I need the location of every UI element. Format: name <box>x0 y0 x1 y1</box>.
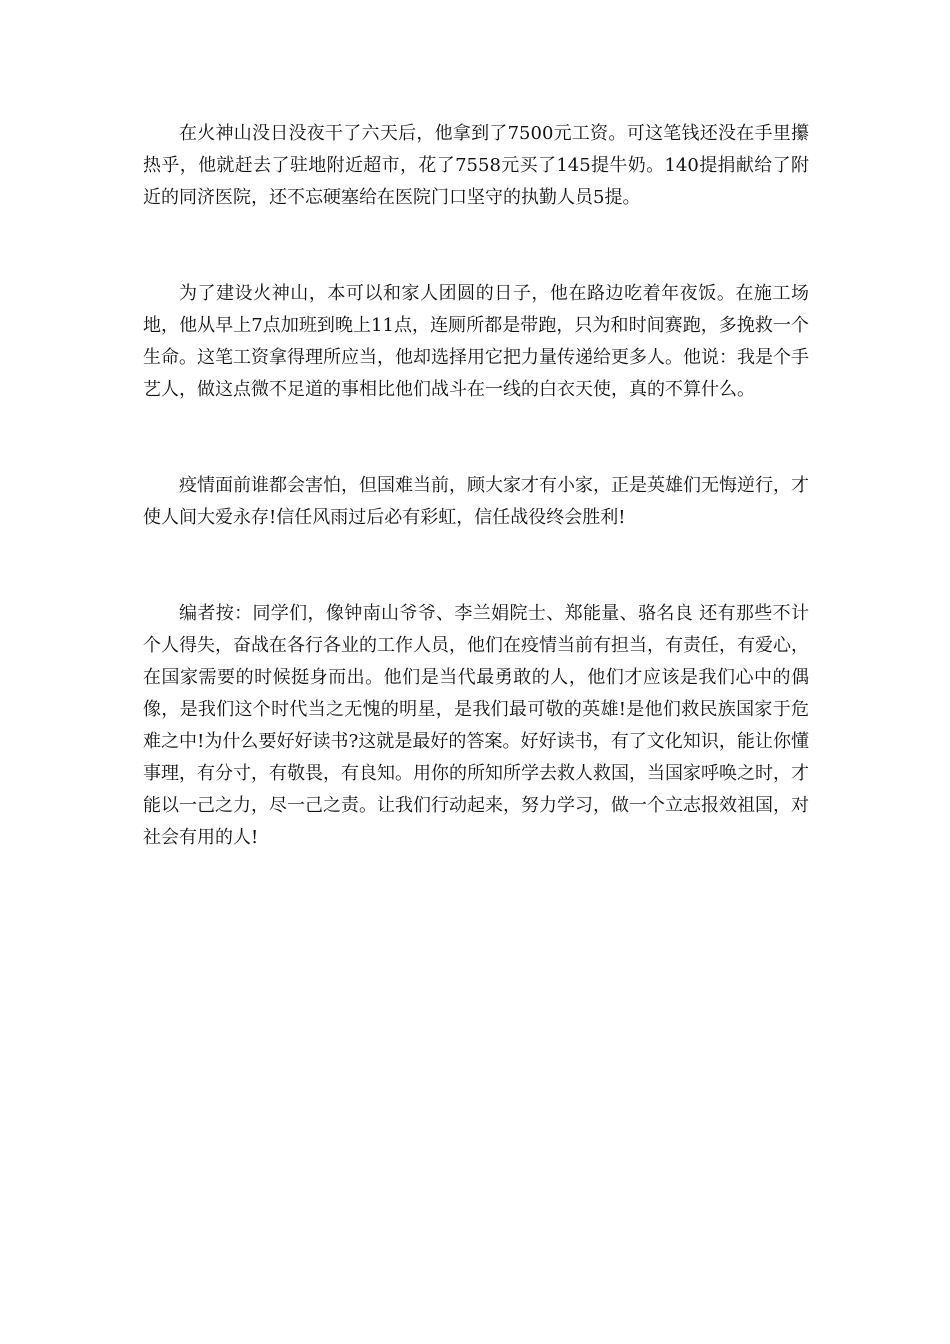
paragraph-salary-donation: 在火神山没日没夜干了六天后，他拿到了7500元工资。可这笔钱还没在手里攥热乎，他就赶去了驻地附近超市，花了7558元买了145提牛奶。140提捐献给了附近的同济医院，还不忘硬塞给在医院门口坚守的执勤人员5提。 <box>143 123 809 208</box>
article-body <box>143 118 809 854</box>
paragraph-heroes: 疫情面前谁都会害怕，但国难当前，顾大家才有小家，正是英雄们无悔逆行，才使人间大爱永存!信任风雨过后必有彩虹，信任战役终会胜利! <box>143 475 809 528</box>
paragraph-spacer <box>143 214 809 278</box>
paragraph-new-year-work: 为了建设火神山，本可以和家人团圆的日子，他在路边吃着年夜饭。在施工场地，他从早上7点加班到晚上11点，连厕所都是带跑，只为和时间赛跑，多挽救一个生命。这笔工资拿得理所应当，他却选择用它把力量传递给更多人。他说：我是个手艺人，做这点微不足道的事相比他们战斗在一线的白衣天使，真的不算什么。 <box>143 283 809 400</box>
paragraph-editor-note: 编者按：同学们，像钟南山爷爷、李兰娟院士、郑能量、骆名良 还有那些不计个人得失，奋战在各行各业的工作人员，他们在疫情当前有担当，有责任，有爱心，在国家需要的时候挺身而出。他们是当代最勇敢的人，他们才应该是我们心中的偶像，是我们这个时代当之无愧的明星，是我们最可敬的英雄!是他们救民族国家于危难之中!为什么要好好读书?这就是最好的答案。好好读书，有了文化知识，能让你懂事理，有分寸，有敬畏，有良知。用你的所知所学去救人救国，当国家呼唤之时，才能以一己之力，尽一己之责。让我们行动起来，努力学习，做一个立志报效祖国，对社会有用的人! <box>143 603 809 848</box>
paragraph-spacer <box>143 534 809 598</box>
paragraph-spacer <box>143 406 809 470</box>
